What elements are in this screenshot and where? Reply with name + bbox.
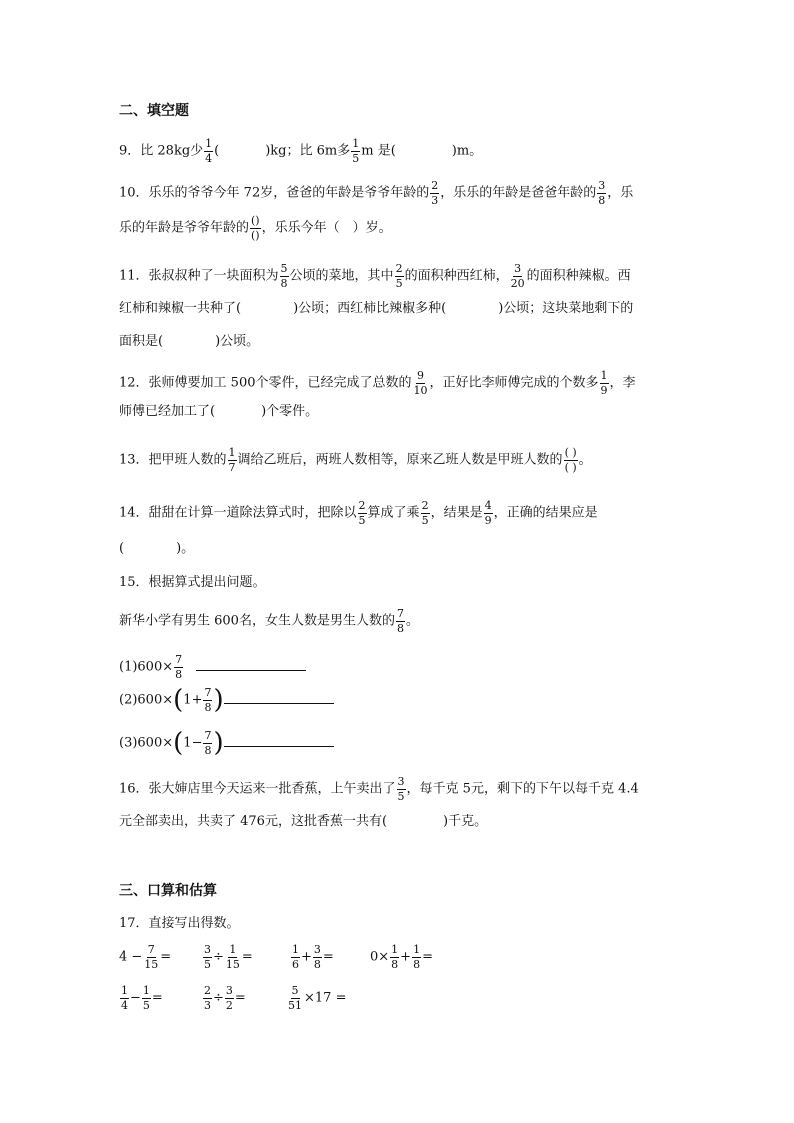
text: 9．比 28kg少: [119, 143, 204, 159]
text: )公顷；西红柿比辣椒多种(: [293, 301, 447, 316]
question-15-context: [119, 608, 419, 634]
text: (2)600×: [119, 692, 174, 708]
question-12-line-2: [119, 405, 318, 418]
fraction: $\frac{1}{7}$: [228, 446, 236, 474]
text: )kg；比 6m多: [265, 143, 351, 159]
text: 0×: [370, 949, 390, 965]
operator: ×17 =: [304, 990, 347, 1006]
text: ，李: [609, 375, 636, 391]
fraction: $\frac{3}{5}$: [397, 775, 405, 803]
text: 10．乐乐的爷爷今年 72岁，爸爸的年龄是爷爷年龄的: [119, 185, 430, 201]
text: 红柿和辣椒一共种了(: [119, 301, 242, 316]
text: )。: [176, 541, 195, 556]
question-12-line-1: [119, 370, 636, 396]
question-16-line-2: [119, 815, 487, 828]
question-9: [119, 138, 482, 164]
question-13: [119, 447, 592, 473]
fraction: $\frac{1}{4}$: [121, 984, 128, 1012]
text: ，乐乐今年（ ）岁。: [261, 220, 392, 236]
fraction: $\frac{3}{8}$: [598, 179, 606, 207]
answer-line[interactable]: [224, 691, 334, 704]
fraction: $\frac{1}{5}$: [352, 137, 360, 165]
question-15-part-1: [119, 654, 306, 680]
fraction: $\frac{1}{5}$: [142, 984, 150, 1012]
text: 乐的年龄是爷爷年龄的: [119, 220, 250, 236]
fraction: $\frac{7}{8}$: [204, 729, 212, 757]
fraction: $\frac{9}{10}$: [413, 369, 428, 397]
equals: =: [151, 990, 163, 1006]
expression-1: [119, 944, 171, 970]
fraction: $\frac{1}{15}$: [225, 943, 240, 971]
fraction: $\frac{7}{8}$: [396, 607, 404, 635]
text: −: [191, 735, 203, 751]
text: 。: [578, 452, 592, 468]
operator: ÷: [213, 949, 224, 965]
answer-line[interactable]: [224, 734, 334, 747]
fraction-blank[interactable]: $\frac{( )}{( )}$: [564, 446, 577, 474]
text: ，乐: [607, 185, 634, 201]
text: 元全部卖出，共卖了 476元，这批香蕉一共有(: [119, 814, 388, 829]
question-15-part-3: [119, 728, 334, 759]
question-11-line-1: [119, 263, 631, 289]
operator: +: [400, 949, 412, 965]
question-15-part-2: [119, 685, 334, 716]
fraction: $\frac{7}{8}$: [175, 653, 183, 681]
equals: =: [160, 949, 172, 965]
expression-4: [370, 944, 433, 970]
section-title-calc: 三、口算和估算: [119, 883, 217, 899]
text: 11．张叔叔种了一块面积为: [119, 268, 279, 284]
question-16-line-1: [119, 776, 639, 802]
text: 。: [405, 613, 419, 629]
section-title-fill: 二、填空题: [119, 103, 189, 119]
fraction: $\frac{2}{5}$: [395, 262, 403, 290]
text: ，正好比李师傅完成的个数多: [429, 375, 599, 391]
fraction: $\frac{1}{8}$: [413, 943, 421, 971]
text: ，每千克 5元，剩下的下午以每千克 4.4: [406, 781, 639, 797]
text: (: [119, 541, 125, 556]
question-17-title: 17．直接写出得数。: [119, 916, 240, 931]
fraction: $\frac{3}{20}$: [510, 262, 525, 290]
question-10-line-1: [119, 180, 633, 206]
text: )m。: [451, 143, 483, 159]
question-14-line-2: [119, 542, 194, 555]
question-11-line-3: [119, 335, 259, 348]
text: )公顷；这块菜地剩下的: [498, 301, 634, 316]
fraction: $\frac{1}{9}$: [600, 369, 608, 397]
text: 公顷的菜地，其中: [289, 268, 394, 284]
expression-7: [286, 985, 346, 1011]
text: +: [191, 692, 203, 708]
text: ，乐乐的年龄是爸爸年龄的: [440, 185, 597, 201]
text: 4 −: [119, 949, 143, 965]
text: 12．张师傅要加工 500个零件，已经完成了总数的: [119, 375, 412, 391]
text: (: [214, 143, 220, 159]
text: 算成了乘: [367, 505, 420, 521]
text: 的面积种辣椒。西: [526, 268, 631, 284]
fraction: $\frac{5}{8}$: [280, 262, 288, 290]
expression-3: [290, 944, 334, 970]
expression-2: [202, 944, 253, 970]
text: 师傅已经加工了(: [119, 404, 216, 419]
fraction: $\frac{7}{15}$: [144, 943, 159, 971]
question-14-line-1: [119, 500, 598, 526]
text: 的面积种西红柿，: [404, 268, 509, 284]
text: 调给乙班后，两班人数相等，原来乙班人数是甲班人数的: [237, 452, 563, 468]
text: (3)600×: [119, 735, 174, 751]
text: 13．把甲班人数的: [119, 452, 227, 468]
fraction: $\frac{5}{51}$: [288, 984, 302, 1012]
question-10-line-2: [119, 215, 392, 241]
equals: =: [322, 949, 334, 965]
fraction: $\frac{1}{4}$: [205, 137, 213, 165]
fraction: $\frac{1}{8}$: [391, 943, 399, 971]
equals: =: [234, 990, 246, 1006]
text: )千克。: [443, 814, 488, 829]
question-11-line-2: [119, 302, 633, 315]
equals: =: [422, 949, 433, 965]
expression-5: [119, 985, 163, 1011]
equals: =: [241, 949, 253, 965]
operator: +: [301, 949, 312, 965]
fraction: $\frac{2}{5}$: [421, 499, 429, 527]
fraction: $\frac{2}{3}$: [204, 984, 211, 1012]
fraction-blank[interactable]: $\frac{()}{()}$: [251, 214, 260, 242]
paren: (: [173, 685, 184, 716]
fraction: $\frac{2}{3}$: [431, 179, 439, 207]
text: ，结果是: [430, 505, 483, 521]
paren: ): [213, 728, 224, 759]
text: 面积是(: [119, 334, 164, 349]
text: 14．甜甜在计算一道除法算式时，把除以: [119, 505, 357, 521]
operator: ÷: [213, 990, 224, 1006]
text: 1: [183, 692, 192, 708]
text: )公顷。: [215, 334, 260, 349]
operator: −: [130, 990, 141, 1006]
text: ，正确的结果应是: [493, 505, 598, 521]
fraction: $\frac{2}{5}$: [358, 499, 366, 527]
text: m 是(: [361, 143, 396, 159]
paren: ): [213, 685, 224, 716]
fraction: $\frac{4}{9}$: [484, 499, 492, 527]
expression-6: [202, 985, 246, 1011]
text: 16．张大婶店里今天运来一批香蕉，上午卖出了: [119, 781, 396, 797]
paren: (: [173, 728, 184, 759]
fraction: $\frac{3}{8}$: [313, 943, 321, 971]
question-15-title: 15．根据算式提出问题。: [119, 575, 266, 590]
fraction: $\frac{7}{8}$: [204, 686, 212, 714]
fraction: $\frac{3}{5}$: [204, 943, 211, 971]
fraction: $\frac{3}{2}$: [225, 984, 233, 1012]
answer-line[interactable]: [196, 658, 306, 671]
text: 1: [183, 735, 192, 751]
text: )个零件。: [261, 404, 319, 419]
fraction: $\frac{1}{6}$: [292, 943, 299, 971]
text: (1)600×: [119, 659, 174, 675]
text: 新华小学有男生 600名，女生人数是男生人数的: [119, 613, 395, 629]
